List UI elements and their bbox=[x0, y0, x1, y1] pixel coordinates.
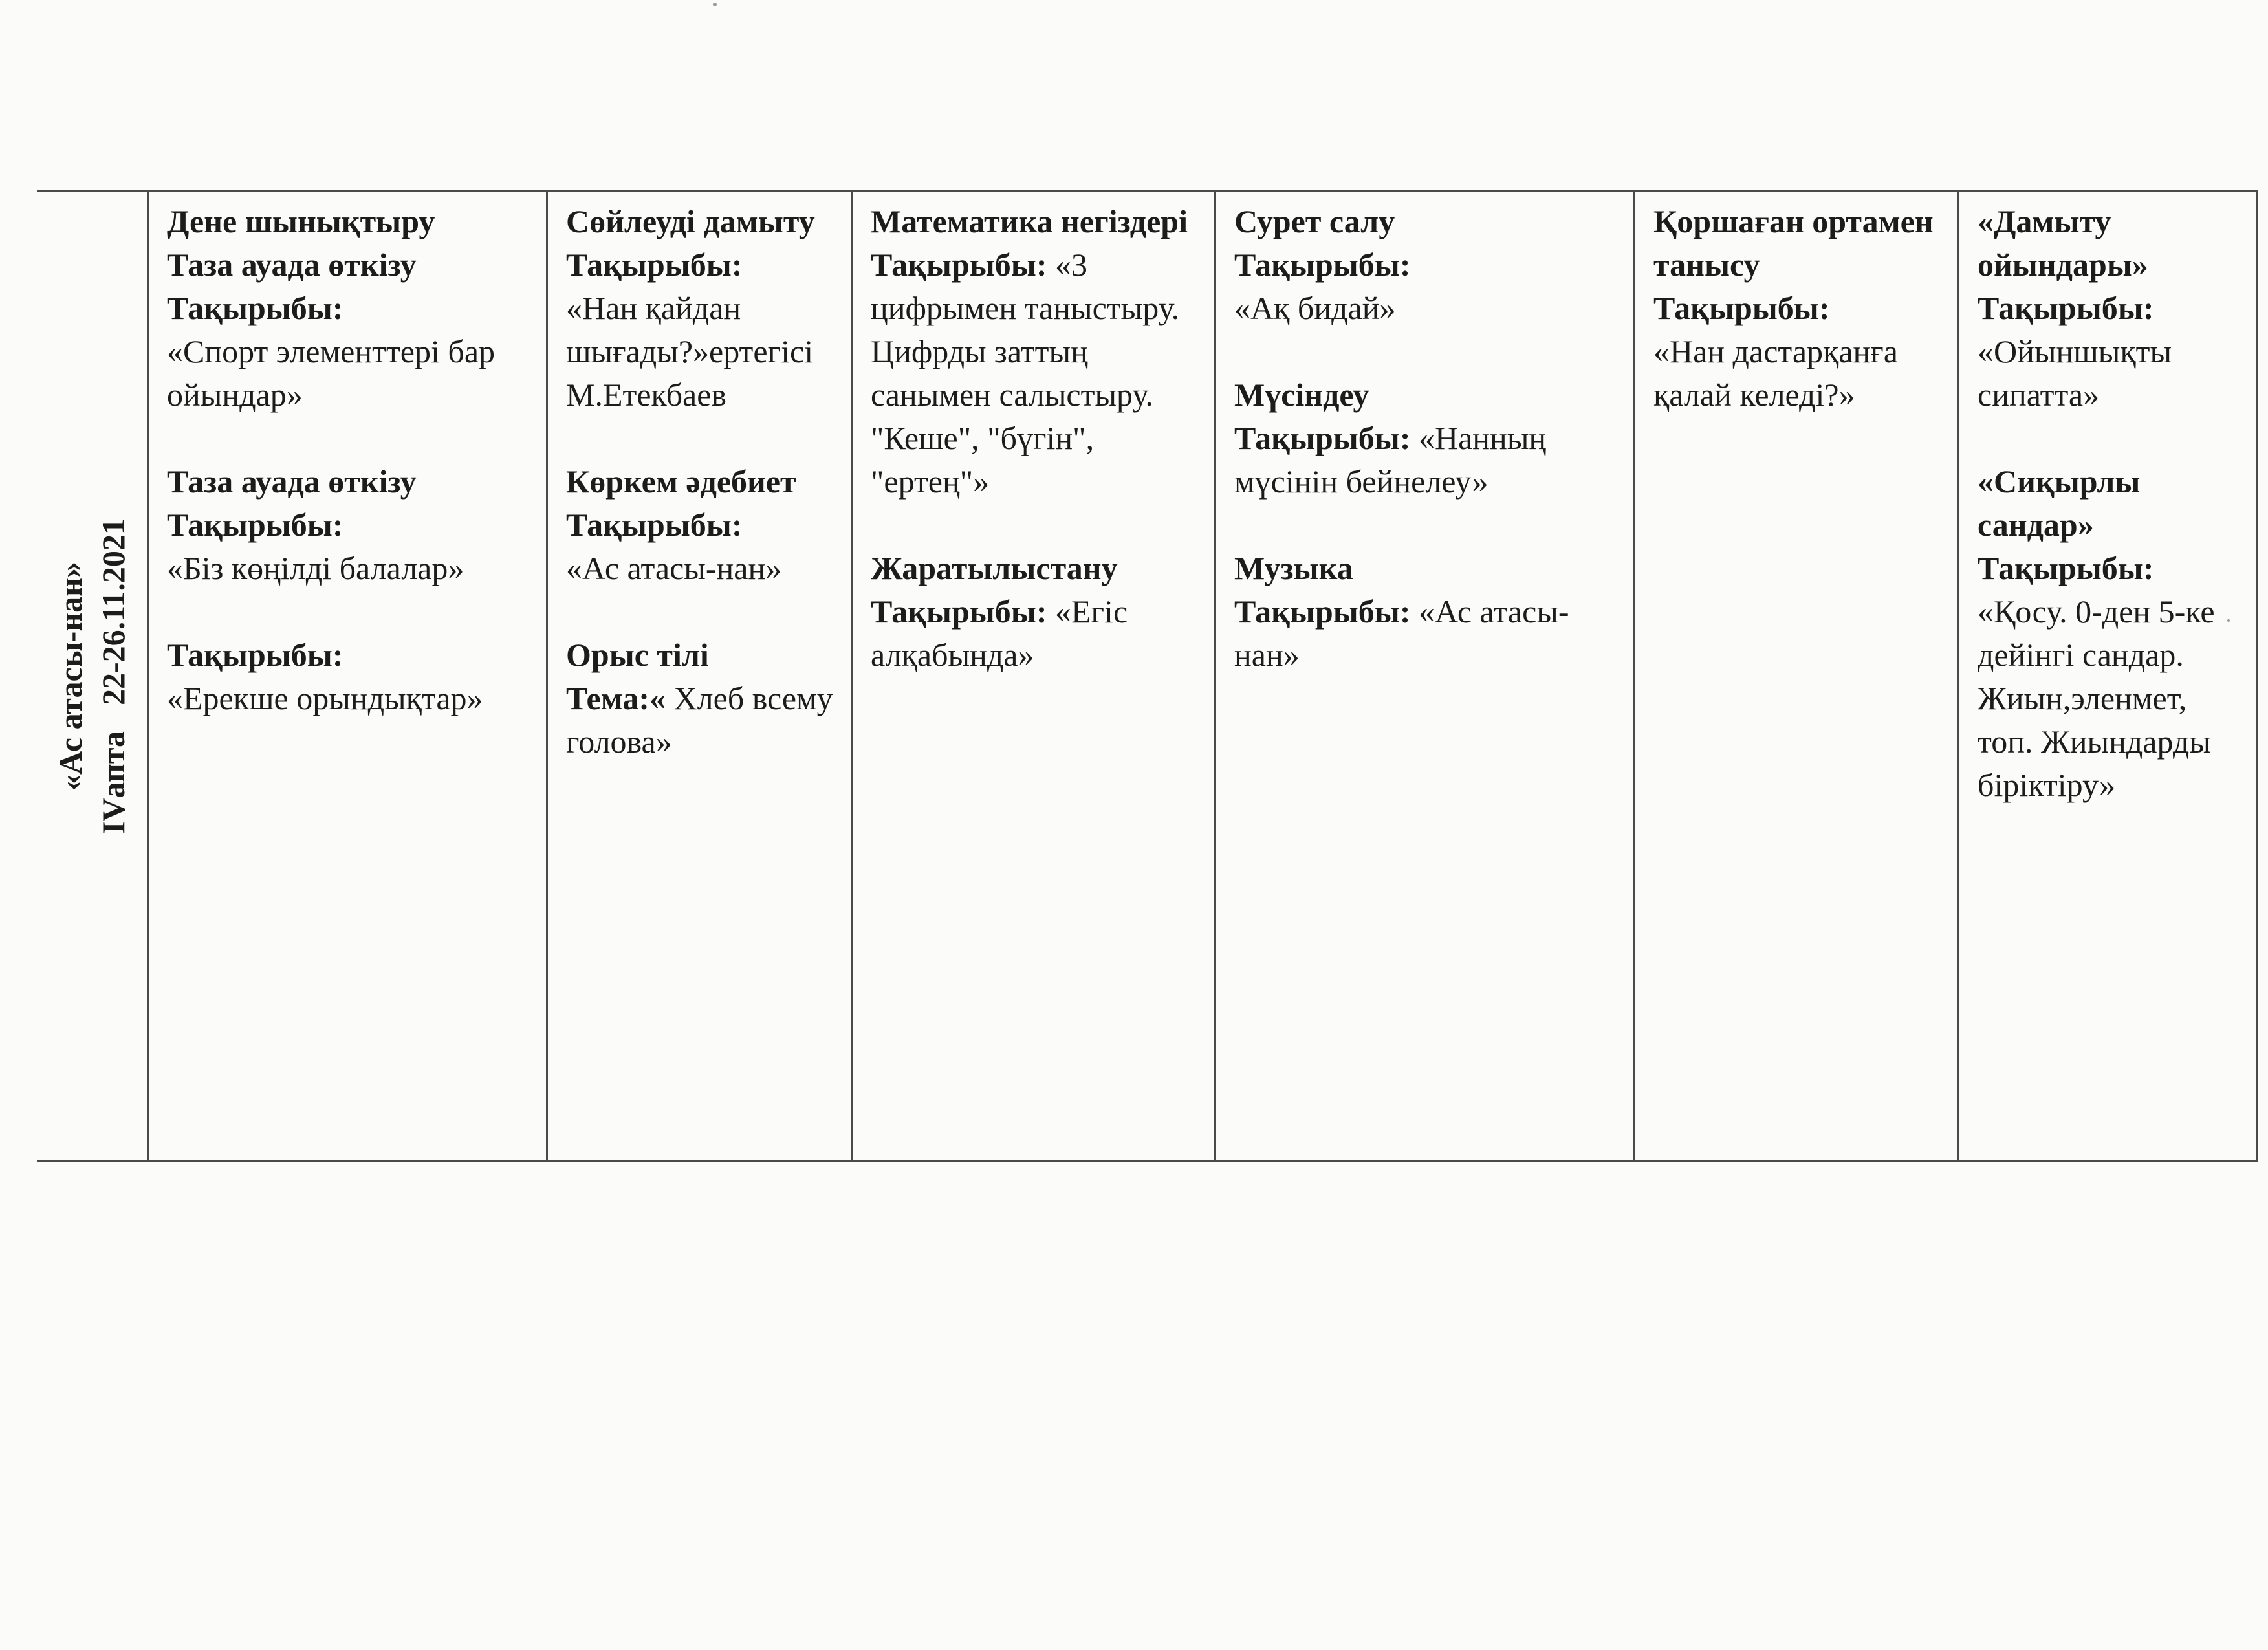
topic-label: Тақырыбы: bbox=[871, 247, 1047, 283]
activity-block bbox=[167, 200, 533, 417]
activity-column-physical-education bbox=[149, 192, 548, 1160]
topic-label: Тақырыбы: bbox=[1234, 420, 1411, 456]
topic-label: Тақырыбы: bbox=[1234, 247, 1411, 283]
activity-block bbox=[167, 633, 533, 720]
topic-line bbox=[167, 633, 533, 677]
activity-block bbox=[1978, 200, 2248, 417]
topic-line bbox=[871, 590, 1201, 677]
topic-label: Тақырыбы: bbox=[871, 593, 1047, 630]
activity-subject: Математика негіздері bbox=[871, 203, 1188, 239]
activity-subject: Мүсіндеу bbox=[1234, 377, 1369, 413]
activity-subject: «Сиқырлы сандар» bbox=[1978, 463, 2141, 543]
activity-column-games bbox=[1959, 192, 2258, 1160]
activity-subject: Орыс тілі bbox=[566, 637, 709, 673]
topic-label: Тақырыбы: bbox=[566, 247, 743, 283]
activity-block bbox=[871, 547, 1201, 677]
topic-text: «Ас атасы- нан» bbox=[1234, 593, 1569, 673]
topic-line bbox=[167, 287, 533, 330]
weekly-plan-table bbox=[37, 190, 2258, 1162]
topic-label: Тема:« bbox=[566, 680, 666, 716]
activity-block bbox=[1234, 547, 1620, 677]
activity-subject: Музыка bbox=[1234, 550, 1353, 586]
week-column bbox=[37, 192, 149, 1160]
activity-subject: Көркем әдебиет bbox=[566, 463, 796, 500]
topic-label: Тақырыбы: bbox=[1978, 550, 2154, 586]
topic-line bbox=[566, 677, 838, 764]
topic-label: Тақырыбы: bbox=[566, 507, 743, 543]
topic-text: «Нанның мүсінін бейнелеу» bbox=[1234, 420, 1547, 500]
topic-text: Хлеб всему голова» bbox=[566, 680, 833, 760]
activity-subject: Жаратылыстану bbox=[871, 550, 1118, 586]
activity-block bbox=[566, 633, 838, 764]
topic-text: «Егіс алқабында» bbox=[871, 593, 1128, 673]
activity-block bbox=[167, 460, 533, 590]
topic-text: «Ақ бидай» bbox=[1234, 290, 1396, 326]
topic-line bbox=[1234, 417, 1620, 503]
topic-text: «Спорт элементтері бар ойындар» bbox=[167, 333, 496, 413]
topic-line bbox=[871, 243, 1201, 503]
topic-line bbox=[1978, 547, 2248, 590]
topic-line bbox=[1978, 287, 2248, 330]
activity-subject: Таза ауада өткізу bbox=[167, 463, 417, 500]
activity-block bbox=[566, 200, 838, 417]
topic-text: «Нан дастарқанға қалай келеді?» bbox=[1653, 333, 1898, 413]
topic-line bbox=[566, 503, 838, 547]
topic-label: Тақырыбы: bbox=[1978, 290, 2154, 326]
topic-text: «3 цифрымен таныстыру. Цифрды заттың санымен салыстыру. "Кеше", "бүгін", "ертең"» bbox=[871, 247, 1180, 500]
topic-text: «Ас атасы-нан» bbox=[566, 550, 782, 586]
activity-column-math bbox=[853, 192, 1216, 1160]
topic-line bbox=[1234, 590, 1620, 677]
activity-block bbox=[1653, 200, 1945, 417]
topic-text: «Ойыншықты сипатта» bbox=[1978, 333, 2172, 413]
topic-label: Тақырыбы: bbox=[167, 507, 343, 543]
activity-subject: Сурет салу bbox=[1234, 203, 1395, 239]
activity-subject: Сөйлеуді дамыту bbox=[566, 203, 815, 239]
topic-line bbox=[1234, 243, 1620, 287]
activity-subject: Дене шынықтыру Таза ауада өткізу bbox=[167, 203, 435, 283]
week-label bbox=[49, 518, 135, 834]
topic-text: «Қосу. 0-ден 5-ке дейінгі сандар. Жиын,эленмет, топ. Жиындарды біріктіру» bbox=[1978, 593, 2215, 803]
topic-label: Тақырыбы: bbox=[167, 290, 343, 326]
week-number: IVапта bbox=[95, 731, 131, 834]
activity-block bbox=[566, 460, 838, 590]
activity-block bbox=[871, 200, 1201, 503]
activity-subject: Қоршаған ортамен танысу bbox=[1653, 203, 1934, 283]
week-title: «Ас атасы-нан» bbox=[52, 562, 89, 791]
activity-column-speech bbox=[548, 192, 853, 1160]
topic-line bbox=[167, 503, 533, 547]
topic-text: «Ерекше орындықтар» bbox=[167, 680, 483, 716]
week-dates: 22-26.11.2021 bbox=[95, 518, 131, 706]
topic-text: «Біз көңілді балалар» bbox=[167, 550, 464, 586]
topic-text: «Нан қайдан шығады?»ертегісі М.Етекбаев bbox=[566, 290, 814, 413]
topic-line bbox=[566, 243, 838, 287]
activity-column-environment bbox=[1635, 192, 1959, 1160]
topic-label: Тақырыбы: bbox=[167, 637, 343, 673]
activity-block bbox=[1978, 460, 2248, 807]
activity-subject: «Дамыту ойындары» bbox=[1978, 203, 2148, 283]
topic-line bbox=[1653, 287, 1945, 330]
topic-label: Тақырыбы: bbox=[1653, 290, 1830, 326]
scan-speck bbox=[713, 3, 717, 6]
activity-block bbox=[1234, 373, 1620, 503]
topic-label: Тақырыбы: bbox=[1234, 593, 1411, 630]
activity-block bbox=[1234, 200, 1620, 330]
activity-column-art bbox=[1216, 192, 1635, 1160]
